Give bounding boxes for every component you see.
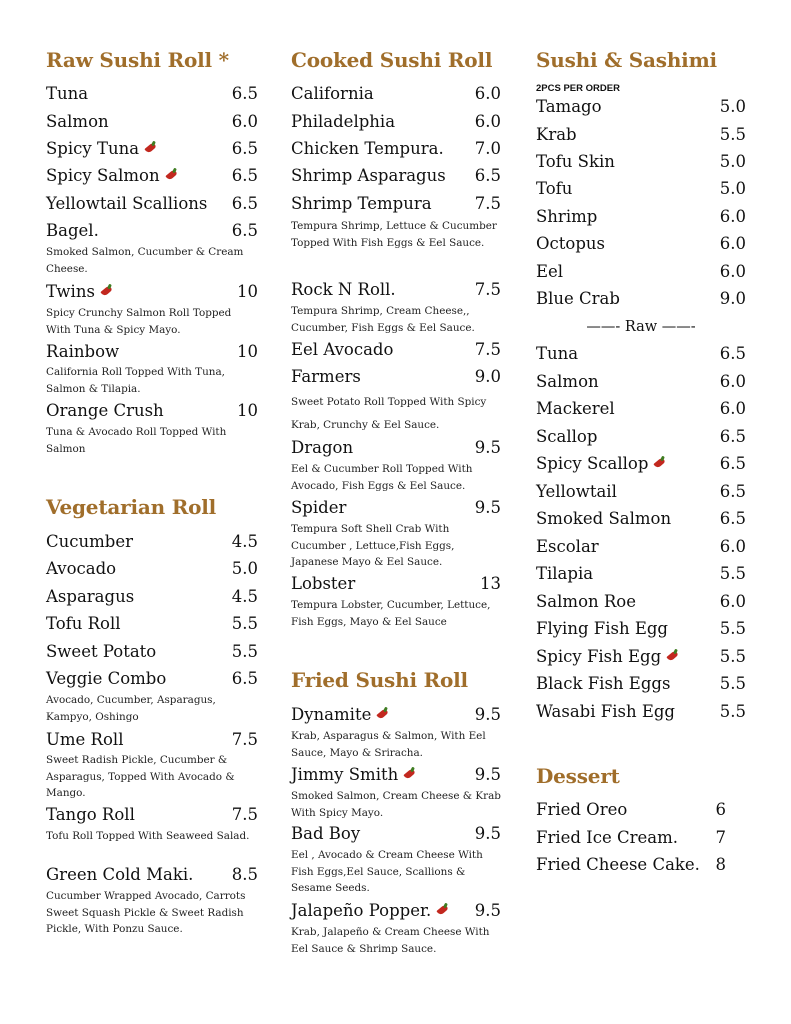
menu-item bbox=[291, 82, 501, 106]
item-price: 6.0 bbox=[719, 592, 746, 611]
item-price: 5.0 bbox=[719, 152, 746, 171]
item-name: Lobster bbox=[291, 574, 356, 593]
item-name: Sweet Potato bbox=[46, 642, 157, 661]
item-name: Veggie Combo bbox=[46, 669, 167, 688]
item-name: Dynamite bbox=[291, 705, 372, 724]
item-description: Tuna & Avocado Roll Topped With Salmon bbox=[46, 426, 227, 455]
item-name: Farmers bbox=[291, 367, 361, 386]
item-price: 9.5 bbox=[474, 901, 501, 920]
item-name: Yellowtail Scallions bbox=[46, 194, 208, 213]
item-name: Jimmy Smith bbox=[291, 765, 399, 784]
menu-item bbox=[46, 280, 258, 304]
menu-item bbox=[536, 370, 746, 394]
item-price: 7.0 bbox=[474, 139, 501, 158]
menu-item bbox=[536, 562, 746, 586]
menu-item bbox=[291, 899, 501, 923]
item-price: 9.0 bbox=[719, 289, 746, 308]
item-name: California bbox=[291, 84, 374, 103]
item-description: Eel , Avocado & Cream Cheese With Fish Eggs,Eel Sauce, Scallions & Sesame Seeds. bbox=[291, 849, 483, 894]
menu-item bbox=[536, 590, 746, 614]
menu-item bbox=[536, 232, 746, 256]
menu-item bbox=[536, 617, 746, 641]
item-name: Philadelphia bbox=[291, 112, 396, 131]
item-name: Spicy Scallop bbox=[536, 454, 649, 473]
item-name: Octopus bbox=[536, 234, 605, 253]
menu-item bbox=[536, 177, 746, 201]
item-description: Spicy Crunchy Salmon Roll Topped With Tuna & Spicy Mayo. bbox=[46, 307, 232, 336]
item-price: 7.5 bbox=[474, 340, 501, 359]
menu-item bbox=[291, 365, 501, 389]
item-price: 10 bbox=[237, 401, 258, 420]
item-name: Tango Roll bbox=[46, 805, 135, 824]
item-description: California Roll Topped With Tuna, Salmon & Tilapia. bbox=[46, 366, 225, 395]
item-description: Avocado, Cucumber, Asparagus, Kampyo, Oshingo bbox=[46, 694, 216, 723]
item-price: 6.5 bbox=[474, 166, 501, 185]
section-title-cooked-sushi-roll: Cooked Sushi Roll bbox=[291, 48, 493, 72]
item-price: 8 bbox=[715, 855, 726, 874]
menu-item bbox=[46, 82, 258, 106]
item-name: Cucumber bbox=[46, 532, 133, 551]
chili-pepper-icon bbox=[435, 902, 449, 918]
item-name: Spicy Fish Egg bbox=[536, 647, 662, 666]
item-price: 9.5 bbox=[474, 498, 501, 517]
item-description: Krab, Jalapeño & Cream Cheese With Eel Sauce & Shrimp Sauce. bbox=[291, 926, 490, 955]
item-description: Tempura Soft Shell Crab With Cucumber , Lettuce,Fish Eggs, Japanese Mayo & Eel Sauce. bbox=[291, 523, 455, 568]
item-name: Tilapia bbox=[536, 564, 594, 583]
section-title-vegetarian-roll: Vegetarian Roll bbox=[46, 495, 217, 519]
item-price: 13 bbox=[480, 574, 501, 593]
item-price: 6.5 bbox=[231, 194, 258, 213]
section-title-fried-sushi-roll: Fried Sushi Roll bbox=[291, 668, 468, 692]
order-note: 2PCS PER ORDER bbox=[536, 83, 620, 94]
item-name: Shrimp Asparagus bbox=[291, 166, 446, 185]
item-description: Tofu Roll Topped With Seaweed Salad. bbox=[46, 830, 250, 842]
item-price: 6.5 bbox=[719, 344, 746, 363]
item-name: Shrimp Tempura bbox=[291, 194, 432, 213]
item-name: Ume Roll bbox=[46, 730, 124, 749]
item-name: Krab bbox=[536, 125, 577, 144]
item-name: Spicy Tuna bbox=[46, 139, 140, 158]
menu-item bbox=[46, 110, 258, 134]
item-name: Fried Oreo bbox=[536, 800, 628, 819]
raw-divider: ——- Raw ——- bbox=[586, 319, 696, 335]
menu-item bbox=[536, 826, 726, 850]
item-name: Flying Fish Egg bbox=[536, 619, 668, 638]
menu-item bbox=[46, 137, 258, 161]
item-name: Chicken Tempura. bbox=[291, 139, 444, 158]
item-name: Green Cold Maki. bbox=[46, 865, 194, 884]
item-price: 9.5 bbox=[474, 824, 501, 843]
item-name: Bad Boy bbox=[291, 824, 361, 843]
item-name: Dragon bbox=[291, 438, 354, 457]
item-description: Eel & Cucumber Roll Topped With Avocado, Fish Eggs & Eel Sauce. bbox=[291, 463, 473, 492]
item-name: Orange Crush bbox=[46, 401, 164, 420]
menu-item bbox=[536, 260, 746, 284]
menu-item bbox=[291, 110, 501, 134]
item-price: 10 bbox=[237, 282, 258, 301]
menu-item bbox=[46, 530, 258, 554]
menu-item bbox=[536, 672, 746, 696]
item-name: Rainbow bbox=[46, 342, 120, 361]
item-name: Bagel. bbox=[46, 221, 99, 240]
item-price: 6.0 bbox=[719, 207, 746, 226]
menu-item bbox=[291, 703, 501, 727]
item-price: 5.5 bbox=[719, 674, 746, 693]
menu-item bbox=[291, 338, 501, 362]
item-name: Tofu bbox=[536, 179, 573, 198]
item-price: 4.5 bbox=[231, 587, 258, 606]
menu-item bbox=[291, 822, 501, 846]
item-name: Tamago bbox=[536, 97, 602, 116]
menu-item bbox=[46, 640, 258, 664]
item-description: Krab, Asparagus & Salmon, With Eel Sauce, Mayo & Sriracha. bbox=[291, 730, 486, 759]
menu-item bbox=[536, 123, 746, 147]
item-name: Avocado bbox=[46, 559, 117, 578]
item-price: 6.0 bbox=[474, 84, 501, 103]
item-price: 9.5 bbox=[474, 438, 501, 457]
item-name: Tofu Skin bbox=[536, 152, 615, 171]
item-price: 6.0 bbox=[719, 372, 746, 391]
item-price: 9.5 bbox=[474, 705, 501, 724]
item-description: Sweet Radish Pickle, Cucumber & Asparagus, Topped With Avocado & Mango. bbox=[46, 754, 235, 799]
item-name: Salmon bbox=[46, 112, 109, 131]
item-price: 7.5 bbox=[231, 805, 258, 824]
item-price: 5.5 bbox=[719, 647, 746, 666]
menu-item bbox=[536, 287, 746, 311]
menu-item bbox=[536, 645, 746, 669]
chili-pepper-icon bbox=[652, 455, 666, 471]
item-price: 6.5 bbox=[719, 509, 746, 528]
item-description: Tempura Shrimp, Cream Cheese,, Cucumber, Fish Eggs & Eel Sauce. bbox=[291, 305, 475, 334]
menu-item bbox=[291, 192, 501, 216]
section-title-raw-sushi-roll: Raw Sushi Roll * bbox=[46, 48, 229, 72]
item-price: 6.0 bbox=[231, 112, 258, 131]
menu-item bbox=[291, 763, 501, 787]
menu-item bbox=[46, 399, 258, 423]
menu-item bbox=[536, 480, 746, 504]
item-price: 7 bbox=[715, 828, 726, 847]
item-name: Tuna bbox=[46, 84, 89, 103]
menu-item bbox=[291, 572, 501, 596]
item-name: Escolar bbox=[536, 537, 599, 556]
item-price: 8.5 bbox=[231, 865, 258, 884]
menu-item bbox=[46, 557, 258, 581]
item-price: 5.5 bbox=[719, 619, 746, 638]
menu-item bbox=[291, 164, 501, 188]
menu-item bbox=[536, 397, 746, 421]
item-price: 5.0 bbox=[719, 97, 746, 116]
item-price: 9.0 bbox=[474, 367, 501, 386]
chili-pepper-icon bbox=[164, 167, 178, 183]
item-name: Black Fish Eggs bbox=[536, 674, 671, 693]
chili-pepper-icon bbox=[143, 140, 157, 156]
item-name: Shrimp bbox=[536, 207, 598, 226]
item-price: 6.5 bbox=[231, 221, 258, 240]
item-name: Wasabi Fish Egg bbox=[536, 702, 675, 721]
chili-pepper-icon bbox=[665, 648, 679, 664]
item-price: 4.5 bbox=[231, 532, 258, 551]
menu-item bbox=[536, 798, 726, 822]
item-name: Salmon Roe bbox=[536, 592, 636, 611]
item-name: Salmon bbox=[536, 372, 599, 391]
item-name: Asparagus bbox=[46, 587, 135, 606]
menu-item bbox=[46, 803, 258, 827]
item-price: 6.0 bbox=[719, 234, 746, 253]
item-description: Tempura Lobster, Cucumber, Lettuce, Fish Eggs, Mayo & Eel Sauce bbox=[291, 599, 491, 628]
menu-item bbox=[536, 535, 746, 559]
item-price: 5.5 bbox=[719, 564, 746, 583]
menu-item bbox=[46, 612, 258, 636]
item-name: Smoked Salmon bbox=[536, 509, 672, 528]
item-description: Cucumber Wrapped Avocado, Carrots Sweet Squash Pickle & Sweet Radish Pickle, With Ponzu Sauce. bbox=[46, 890, 246, 935]
menu-item bbox=[46, 340, 258, 364]
item-description: Sweet Potato Roll Topped With Spicy Krab, Crunchy & Eel Sauce. bbox=[291, 396, 487, 431]
menu-item bbox=[46, 585, 258, 609]
item-price: 5.5 bbox=[231, 614, 258, 633]
item-name: Tuna bbox=[536, 344, 579, 363]
item-price: 6.5 bbox=[231, 669, 258, 688]
item-name: Mackerel bbox=[536, 399, 615, 418]
section-title-dessert: Dessert bbox=[536, 764, 620, 788]
menu-item bbox=[46, 863, 258, 887]
item-name: Tofu Roll bbox=[46, 614, 121, 633]
item-name: Jalapeño Popper. bbox=[291, 901, 432, 920]
item-price: 5.0 bbox=[231, 559, 258, 578]
menu-item bbox=[536, 342, 746, 366]
item-price: 6.0 bbox=[719, 399, 746, 418]
item-price: 5.5 bbox=[231, 642, 258, 661]
item-name: Scallop bbox=[536, 427, 598, 446]
item-price: 6.5 bbox=[231, 139, 258, 158]
item-price: 7.5 bbox=[474, 194, 501, 213]
item-name: Rock N Roll. bbox=[291, 280, 396, 299]
item-price: 5.5 bbox=[719, 125, 746, 144]
item-price: 7.5 bbox=[474, 280, 501, 299]
item-description: Tempura Shrimp, Lettuce & Cucumber Topped With Fish Eggs & Eel Sauce. bbox=[291, 220, 497, 249]
menu-item bbox=[46, 164, 258, 188]
item-name: Blue Crab bbox=[536, 289, 620, 308]
item-description: Smoked Salmon, Cucumber & Cream Cheese. bbox=[46, 246, 244, 275]
item-price: 5.0 bbox=[719, 179, 746, 198]
item-name: Twins bbox=[46, 282, 95, 301]
menu-item bbox=[46, 219, 258, 243]
menu-item bbox=[536, 150, 746, 174]
item-price: 6.0 bbox=[719, 262, 746, 281]
item-description: Smoked Salmon, Cream Cheese & Krab With Spicy Mayo. bbox=[291, 790, 501, 819]
menu-item bbox=[46, 192, 258, 216]
menu-item bbox=[291, 436, 501, 460]
menu-item bbox=[291, 137, 501, 161]
item-price: 6.5 bbox=[719, 427, 746, 446]
item-price: 6.5 bbox=[231, 166, 258, 185]
item-name: Yellowtail bbox=[536, 482, 617, 501]
section-title-sushi-sashimi: Sushi & Sashimi bbox=[536, 48, 717, 72]
item-name: Eel Avocado bbox=[291, 340, 394, 359]
item-price: 6.5 bbox=[231, 84, 258, 103]
item-name: Fried Cheese Cake. bbox=[536, 855, 700, 874]
item-name: Eel bbox=[536, 262, 564, 281]
item-name: Spider bbox=[291, 498, 347, 517]
item-price: 6.5 bbox=[719, 454, 746, 473]
menu-item bbox=[536, 205, 746, 229]
chili-pepper-icon bbox=[375, 706, 389, 722]
chili-pepper-icon bbox=[402, 766, 416, 782]
menu-item bbox=[536, 700, 746, 724]
item-name: Fried Ice Cream. bbox=[536, 828, 678, 847]
item-price: 6.5 bbox=[719, 482, 746, 501]
menu-item bbox=[291, 496, 501, 520]
menu-item bbox=[536, 452, 746, 476]
item-price: 5.5 bbox=[719, 702, 746, 721]
item-price: 7.5 bbox=[231, 730, 258, 749]
item-price: 6.0 bbox=[719, 537, 746, 556]
item-price: 10 bbox=[237, 342, 258, 361]
item-price: 6 bbox=[715, 800, 726, 819]
menu-item bbox=[536, 425, 746, 449]
item-price: 6.0 bbox=[474, 112, 501, 131]
item-price: 9.5 bbox=[474, 765, 501, 784]
menu-item bbox=[46, 667, 258, 691]
menu-item bbox=[536, 853, 726, 877]
chili-pepper-icon bbox=[99, 283, 113, 299]
menu-item bbox=[536, 95, 746, 119]
item-name: Spicy Salmon bbox=[46, 166, 160, 185]
menu-item bbox=[291, 278, 501, 302]
menu-item bbox=[536, 507, 746, 531]
menu-item bbox=[46, 728, 258, 752]
